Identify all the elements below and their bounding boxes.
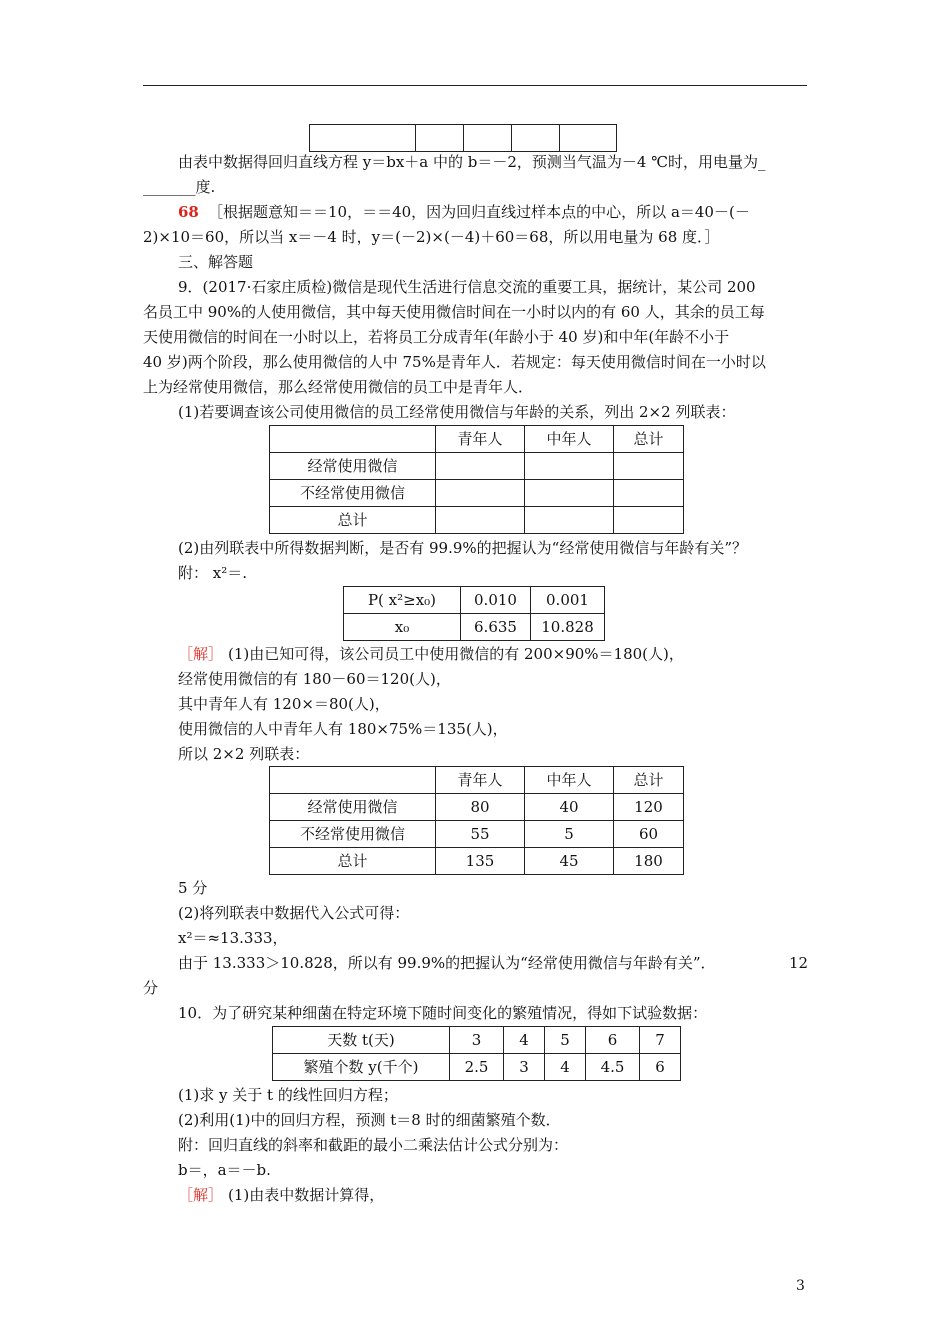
question-text: 天使用微信的时间在一小时以上，若将员工分成青年(年龄小于 40 岁)和中年(年龄不小于 [143,328,730,346]
table-cell: 不经常使用微信 [270,480,436,507]
question-text: 上为经常使用微信，那么经常使用微信的员工中是青年人． [143,378,534,396]
table-cell: 10.828 [531,614,605,641]
table-header-cell: 总计 [614,767,684,794]
experiment-data-table [272,1026,681,1081]
text-line: ［根据题意知＝＝10，＝＝40，因为回归直线过样本点的中心，所以 a＝40－(－ [208,203,750,221]
solution-text: 由于 13.333＞10.828，所以有 99.9%的把握认为“经常使用微信与年龄有关”． [178,954,716,972]
solution-text: 其中青年人有 120×＝80(人)， [178,695,390,713]
table-cell [436,453,525,480]
solution-label: ［解］ [178,645,224,663]
table-cell [525,480,614,507]
score-note: 5 分 [178,879,208,897]
top-partial-table [309,124,617,152]
appendix-formula: 附： x²＝. [178,564,248,582]
question-part: (2)利用(1)中的回归方程，预测 t＝8 时的细菌繁殖个数． [178,1111,561,1129]
table-cell: 4 [545,1054,586,1081]
table-cell: 2.5 [450,1054,504,1081]
question-text: 10．为了研究某种细菌在特定环境下随时间变化的繁殖情况，得如下试验数据： [178,1004,708,1022]
table-cell: 天数 t(天) [273,1027,450,1054]
probability-table [343,586,605,641]
table-header-cell: 青年人 [436,426,525,453]
table-cell: 6 [640,1054,681,1081]
empty-contingency-table [269,425,684,534]
question-text: 名员工中 90%的人使用微信，其中每天使用微信时间在一小时以内的有 60 人，其余的员工每 [143,303,765,321]
table-cell: 经常使用微信 [270,794,436,821]
table-cell [560,125,617,152]
answer-number: 68 [178,203,199,221]
table-cell [614,507,684,534]
table-cell: 40 [525,794,614,821]
page-number: 3 [796,1278,805,1294]
text-line: 由表中数据得回归直线方程 y＝bx＋a 中的 b＝－2，预测当气温为－4 ℃时，用电量为_ [178,153,766,171]
table-header-cell: 总计 [614,426,684,453]
table-cell [436,480,525,507]
score-note: 分 [143,979,159,997]
table-cell: 不经常使用微信 [270,821,436,848]
solution-text: 所以 2×2 列联表： [178,745,310,763]
table-cell: 3 [504,1054,545,1081]
table-cell: 6 [586,1027,640,1054]
solution-text: (2)将列联表中数据代入公式可得： [178,904,410,922]
question-text: 9．(2017·石家庄质检)微信是现代生活进行信息交流的重要工具，据统计，某公司 200 [178,278,756,296]
table-cell: 0.001 [531,587,605,614]
table-cell: 6.635 [461,614,531,641]
solution-text: 使用微信的人中青年人有 180×75%＝135(人)， [178,720,508,738]
table-cell: 60 [614,821,684,848]
table-cell: 总计 [270,848,436,875]
appendix-formula: b＝，a＝－b. [178,1161,271,1179]
table-cell [464,125,512,152]
question-part: (2)由列联表中所得数据判断，是否有 99.9%的把握认为“经常使用微信与年龄有关”？ [178,539,748,557]
table-cell [614,480,684,507]
table-cell: 3 [450,1027,504,1054]
table-header-cell: 青年人 [436,767,525,794]
table-cell [525,507,614,534]
table-header-cell: 中年人 [525,426,614,453]
solution-text: (1)由表中数据计算得， [228,1186,385,1204]
appendix-text: 附：回归直线的斜率和截距的最小二乘法估计公式分别为： [178,1136,569,1154]
table-cell: 4 [504,1027,545,1054]
table-cell: 80 [436,794,525,821]
table-cell: x₀ [344,614,461,641]
question-text: 40 岁)两个阶段，那么使用微信的人中 75%是青年人．若规定：每天使用微信时间在一小时以 [143,353,766,371]
table-cell: 总计 [270,507,436,534]
filled-contingency-table [269,766,684,875]
table-cell: 55 [436,821,525,848]
table-cell: 135 [436,848,525,875]
table-cell [614,453,684,480]
text-line: 2)×10＝60，所以当 x＝－4 时，y＝(－2)×(－4)＋60＝68，所以用电量为 68 度．］ [143,228,720,246]
table-cell: 120 [614,794,684,821]
table-cell: 繁殖个数 y(千个) [273,1054,450,1081]
table-cell [512,125,560,152]
table-header-cell: 中年人 [525,767,614,794]
question-part: (1)若要调查该公司使用微信的员工经常使用微信与年龄的关系，列出 2×2 列联表： [178,403,736,421]
solution-label: ［解］ [178,1186,224,1204]
section-heading: 三、解答题 [178,253,254,271]
table-cell: 7 [640,1027,681,1054]
table-cell: 经常使用微信 [270,453,436,480]
text-line: _______度. [143,178,216,196]
solution-text: x²＝≈13.333， [178,929,288,947]
header-rule [143,85,807,86]
question-part: (1)求 y 关于 t 的线性回归方程； [178,1086,398,1104]
solution-text: (1)由已知可得，该公司员工中使用微信的有 200×90%＝180(人)， [228,645,684,663]
table-cell: 5 [545,1027,586,1054]
table-header-cell [270,426,436,453]
table-header-cell [270,767,436,794]
table-cell: 180 [614,848,684,875]
table-cell [525,453,614,480]
table-cell: 0.010 [461,587,531,614]
table-cell [310,125,416,152]
table-cell [416,125,464,152]
table-cell: 45 [525,848,614,875]
table-cell [436,507,525,534]
table-cell: 4.5 [586,1054,640,1081]
solution-text: 经常使用微信的有 180－60＝120(人)， [178,670,451,688]
score-note: 12 [789,954,809,972]
table-cell: P( x²≥x₀) [344,587,461,614]
table-cell: 5 [525,821,614,848]
